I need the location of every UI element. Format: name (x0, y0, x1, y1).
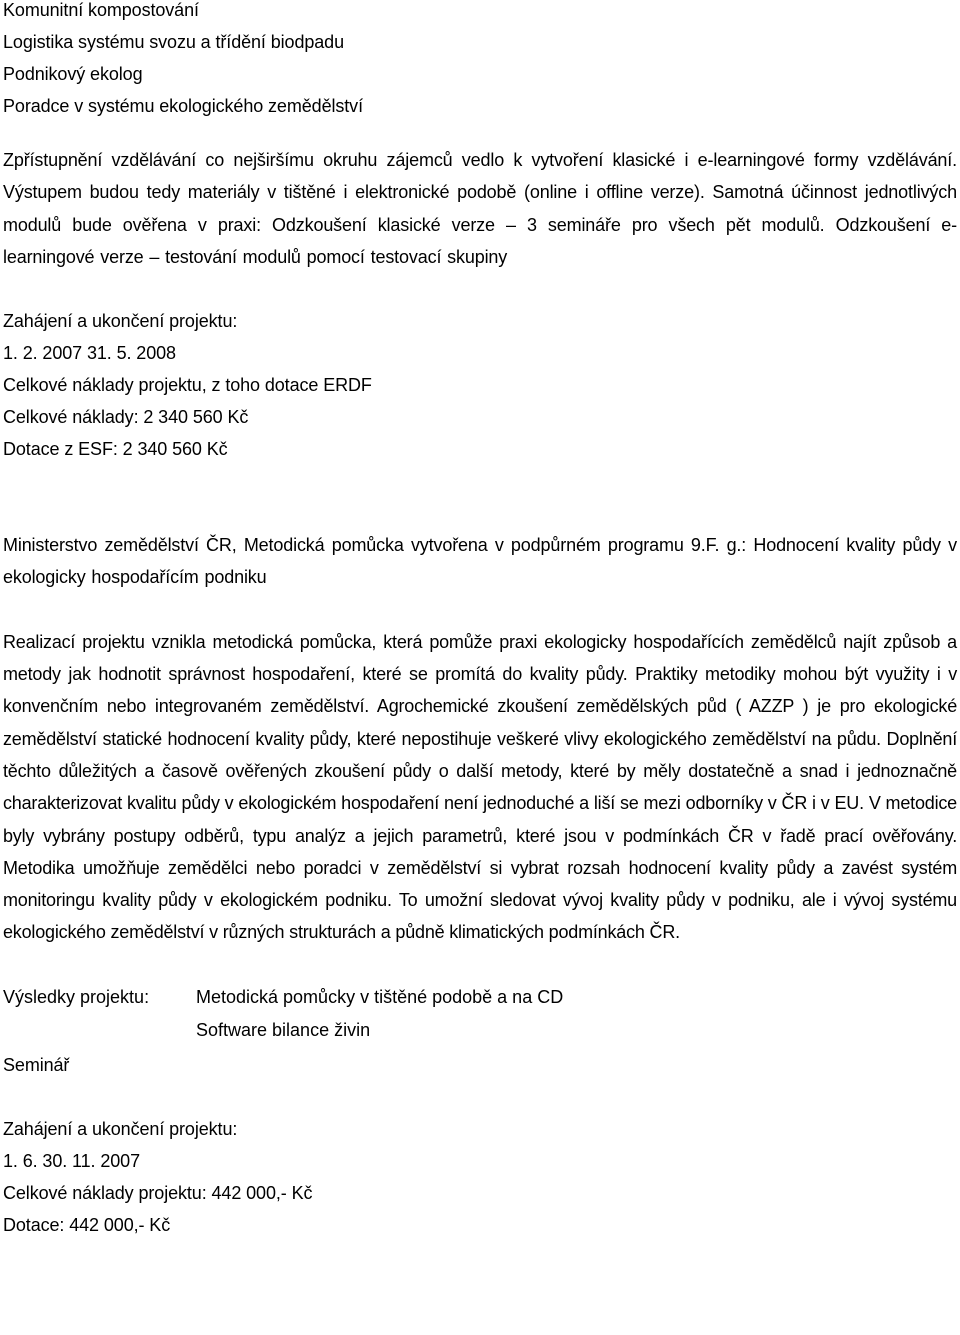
list-item: Logistika systému svozu a třídění biodpadu (3, 32, 344, 52)
project1-duration-value: 1. 2. 2007 31. 5. 2008 (3, 343, 176, 364)
project2-results-label: Výsledky projektu: (3, 986, 150, 1007)
project3-duration-label: Zahájení a ukončení projektu: (3, 1118, 238, 1139)
document-page (3, 0, 957, 1241)
project2-result-item: Software bilance živin (196, 1019, 371, 1040)
project1-total-costs: Celkové náklady: 2 340 560 Kč (3, 407, 249, 428)
project3-duration-value: 1. 6. 30. 11. 2007 (3, 1150, 140, 1171)
project2-title: Ministerstvo zemědělství ČR, Metodická pomůcka vytvořena v podpůrném programu 9.F. g.: Hodnocení kvality půdy v ekologicky hospodařícím podniku (3, 535, 957, 588)
project2-description: Realizací projektu vznikla metodická pomůcka, která pomůže praxi ekologicky hospodařících zemědělců najít způsob a metody jak hodnotit správnost hospodaření, které se promítá do kvality půdy. Praktiky metodiky mohou být využity i v konvenčním nebo integrovaném zemědělství. Agrochemické zkoušení zemědělských půd ( AZZP ) je pro ekologické zemědělství statické hodnocení kvality půdy, které nepostihuje veškeré vlivy ekologického zemědělství na půdu. Doplnění těchto důležitých a časově ověřených zkoušení půdy o další metody, které by měly dostatečně a snad i jednoznačně charakterizovat kvalitu půdy v ekologickém hospodaření není jednoduché a liší se mezi odborníky v ČR i v EU. V metodice byly vybrány postupy odběrů, typu analýz a jejich parametrů, které jsou v podmínkách ČR v řadě prací ověřovány. Metodika umožňuje zemědělci nebo poradci v zemědělství si vybrat rozsah hodnocení kvality půdy a zavést systém monitoringu kvality půdy v ekologickém podniku. To umožní sledovat vývoj kvality půdy v podniku, ale i vývoj systému ekologického zemědělství v různých strukturách a půdně klimatických podmínkách ČR. (3, 631, 957, 943)
project1-duration-label: Zahájení a ukončení projektu: (3, 311, 238, 332)
project3-title: Seminář (3, 1054, 70, 1075)
project3-section (3, 1049, 957, 1241)
project2-section (3, 529, 957, 1047)
project2-result-item: Metodická pomůcky v tištěné podobě a na CD (196, 986, 564, 1007)
project1-costs-heading: Celkové náklady projektu, z toho dotace ERDF (3, 375, 372, 396)
project3-total-costs: Celkové náklady projektu: 442 000,- Kč (3, 1182, 313, 1203)
top-list (3, 0, 957, 122)
project2-results (3, 981, 957, 1047)
project1-subsidy: Dotace z ESF: 2 340 560 Kč (3, 439, 228, 460)
project1-section (3, 144, 957, 465)
list-item: Komunitní kompostování (3, 0, 199, 20)
list-item: Podnikový ekolog (3, 64, 143, 84)
project3-subsidy: Dotace: 442 000,- Kč (3, 1214, 171, 1235)
list-item: Poradce v systému ekologického zemědělství (3, 96, 363, 116)
project1-description: Zpřístupnění vzdělávání co nejširšímu okruhu zájemců vedlo k vytvoření klasické i e-learningové formy vzdělávání. Výstupem budou tedy materiály v tištěné i elektronické podobě (online i offline verze). Samotná účinnost jednotlivých modulů bude ověřena v praxi: Odzkoušení klasické verze – 3 semináře pro všech pět modulů. Odzkoušení e-learningové verze – testování modulů pomocí testovací skupiny (3, 150, 957, 267)
